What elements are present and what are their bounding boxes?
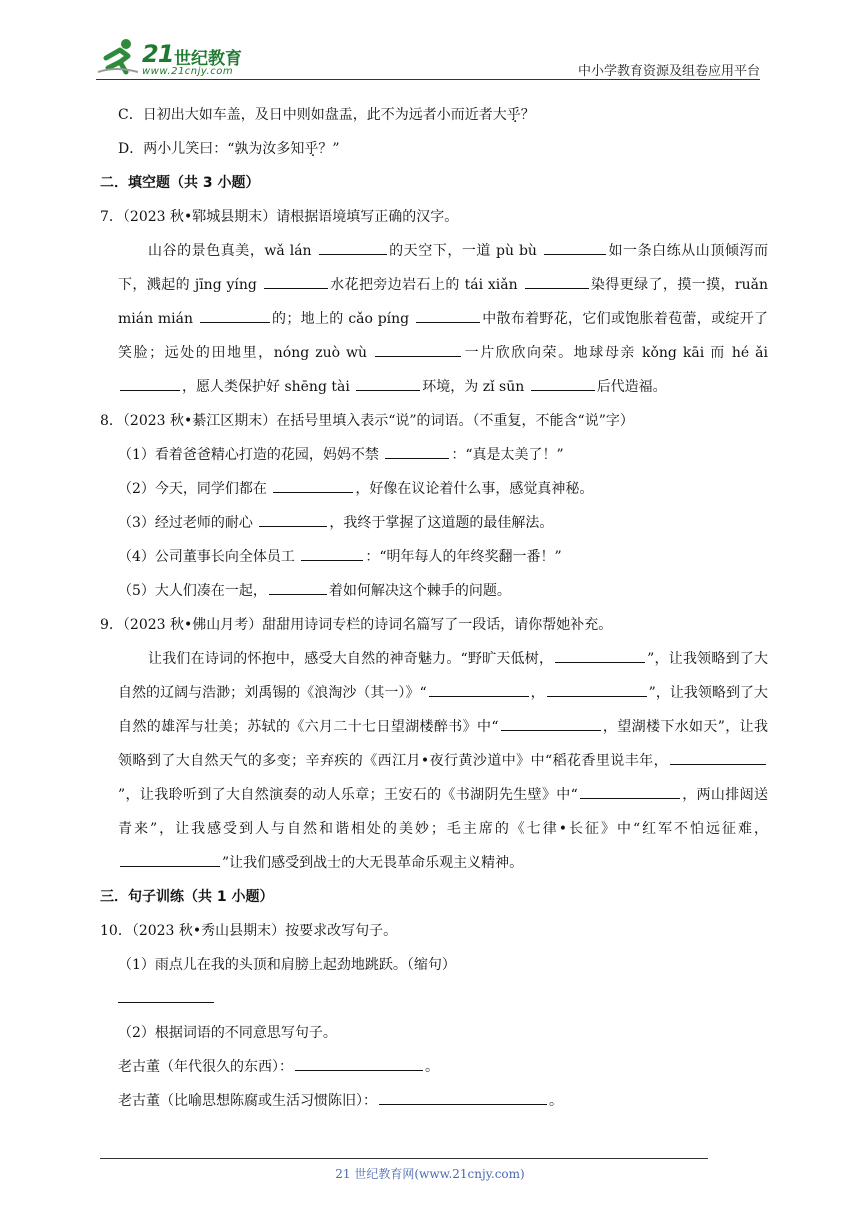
- question-7-passage: 山谷的景色真美，wǎ lán 的天空下，一道 pù bù 如一条白练从山顶倾泻而下，溅起的 jīng yíng 水花把旁边岩石上的 tái xiǎn 染得更绿了，摸一摸，ruǎn mián mián 的；地上的 cǎo píng 中散布着野花，它们或饱胀着苞蕾，或绽开了笑脸；远处的田地里，nóng zuò wù 一片欣欣向荣。地球母亲 kǒng kāi 而 hé ǎi ，愿人类保护好 shēng tài 环境，为 zǐ sūn 后代造福。: [100, 234, 768, 404]
- question-10: 10．（2023 秋•秀山县期末）按要求改写句子。: [100, 923, 398, 939]
- answer-blank[interactable]: [375, 342, 461, 357]
- section-fill-blank: 二．填空题（共 3 小题）: [100, 175, 260, 191]
- answer-blank[interactable]: [120, 376, 180, 391]
- answer-blank[interactable]: [356, 376, 420, 391]
- question-10-sentence-b: 老古董（比喻思想陈腐或生活习惯陈旧）： 。: [100, 1084, 768, 1118]
- footer-divider: [100, 1158, 708, 1159]
- answer-blank[interactable]: [200, 308, 270, 323]
- option-d: D．两小儿笑曰：“孰为汝多知乎 .？”: [100, 132, 768, 166]
- answer-blank[interactable]: [670, 750, 766, 765]
- answer-blank[interactable]: [118, 988, 214, 1003]
- answer-blank[interactable]: [580, 784, 680, 799]
- answer-blank[interactable]: [547, 682, 647, 697]
- answer-blank[interactable]: [120, 852, 220, 867]
- question-8-item-5: （5）大人们凑在一起， 着如何解决这个棘手的问题。: [100, 574, 768, 608]
- page-header: [96, 36, 760, 80]
- section-sentence-training: 三．句子训练（共 1 小题）: [100, 889, 274, 905]
- logo-name: 世纪教育: [174, 49, 242, 69]
- answer-blank[interactable]: [416, 308, 480, 323]
- answer-blank[interactable]: [429, 682, 529, 697]
- answer-blank[interactable]: [319, 240, 387, 255]
- question-8-item-4: （4）公司董事长向全体员工 ：“明年每人的年终奖翻一番！”: [100, 540, 768, 574]
- question-7: 7．（2023 秋•郓城县期末）请根据语境填写正确的汉字。: [100, 209, 459, 225]
- question-8-item-2: （2）今天，同学们都在 ，好像在议论着什么事，感觉真神秘。: [100, 472, 768, 506]
- site-logo[interactable]: [96, 36, 266, 80]
- answer-blank[interactable]: [379, 1090, 547, 1105]
- answer-blank[interactable]: [501, 716, 601, 731]
- question-8-item-1: （1）看着爸爸精心打造的花园，妈妈不禁 ：“真是太美了！”: [100, 438, 768, 472]
- answer-blank[interactable]: [385, 444, 449, 459]
- answer-blank[interactable]: [544, 240, 606, 255]
- answer-blank[interactable]: [531, 376, 595, 391]
- page-content: [100, 98, 768, 1118]
- footer-text[interactable]: 21 世纪教育网(www.21cnjy.com): [335, 1167, 525, 1181]
- question-8-item-3: （3）经过老师的耐心 ，我终于掌握了这道题的最佳解法。: [100, 506, 768, 540]
- question-10-sentence-a: 老古董（年代很久的东西）： 。: [100, 1050, 768, 1084]
- answer-blank[interactable]: [273, 478, 353, 493]
- question-8: 8．（2023 秋•綦江区期末）在括号里填入表示“说”的词语。（不重复，不能含“说”字）: [100, 413, 634, 429]
- answer-blank[interactable]: [555, 648, 645, 663]
- answer-blank[interactable]: [525, 274, 589, 289]
- header-divider: [96, 79, 760, 80]
- question-10-item-1: （1）雨点儿在我的头顶和肩膀上起劲地跳跃。（缩句）: [118, 957, 456, 973]
- answer-blank[interactable]: [259, 512, 327, 527]
- question-9-passage: 让我们在诗词的怀抱中，感受大自然的神奇魅力。“野旷天低树， ”，让我领略到了大自然的辽阔与浩渺；刘禹锡的《浪淘沙（其一）》“ ， ”，让我领略到了大自然的雄浑与壮美；苏轼的《六月二十七日望湖楼醉书》中“ ，望湖楼下水如天”，让我领略到了大自然天气的多变；辛弃疾的《西江月•夜行黄沙道中》中“稻花香里说丰年，”，让我聆听到了大自然演奏的动人乐章；王安石的《书湖阴先生壁》中“ ，两山排闼送青来”，让我感受到人与自然和谐相处的美妙；毛主席的《七律•长征》中“红军不怕远征难，”让我们感受到战士的大无畏革命乐观主义精神。: [100, 642, 768, 880]
- runner-logo-icon: [96, 38, 140, 76]
- question-10-item-2: （2）根据词语的不同意思写句子。: [118, 1025, 337, 1041]
- answer-blank[interactable]: [301, 546, 363, 561]
- answer-blank[interactable]: [264, 274, 328, 289]
- header-platform-text: 中小学教育资源及组卷应用平台: [577, 64, 760, 79]
- option-c: C．日初出大如车盖，及日中则如盘盂，此不为远者小而近者大乎 .？: [100, 98, 768, 132]
- question-10-answer-line: [100, 982, 768, 1016]
- question-9: 9．（2023 秋•佛山月考）甜甜用诗词专栏的诗词名篇写了一段话，请你帮她补充。: [100, 617, 613, 633]
- answer-blank[interactable]: [295, 1056, 423, 1071]
- logo-number: 21: [142, 40, 174, 68]
- answer-blank[interactable]: [269, 580, 327, 595]
- logo-url: www.21cnjy.com: [142, 66, 234, 77]
